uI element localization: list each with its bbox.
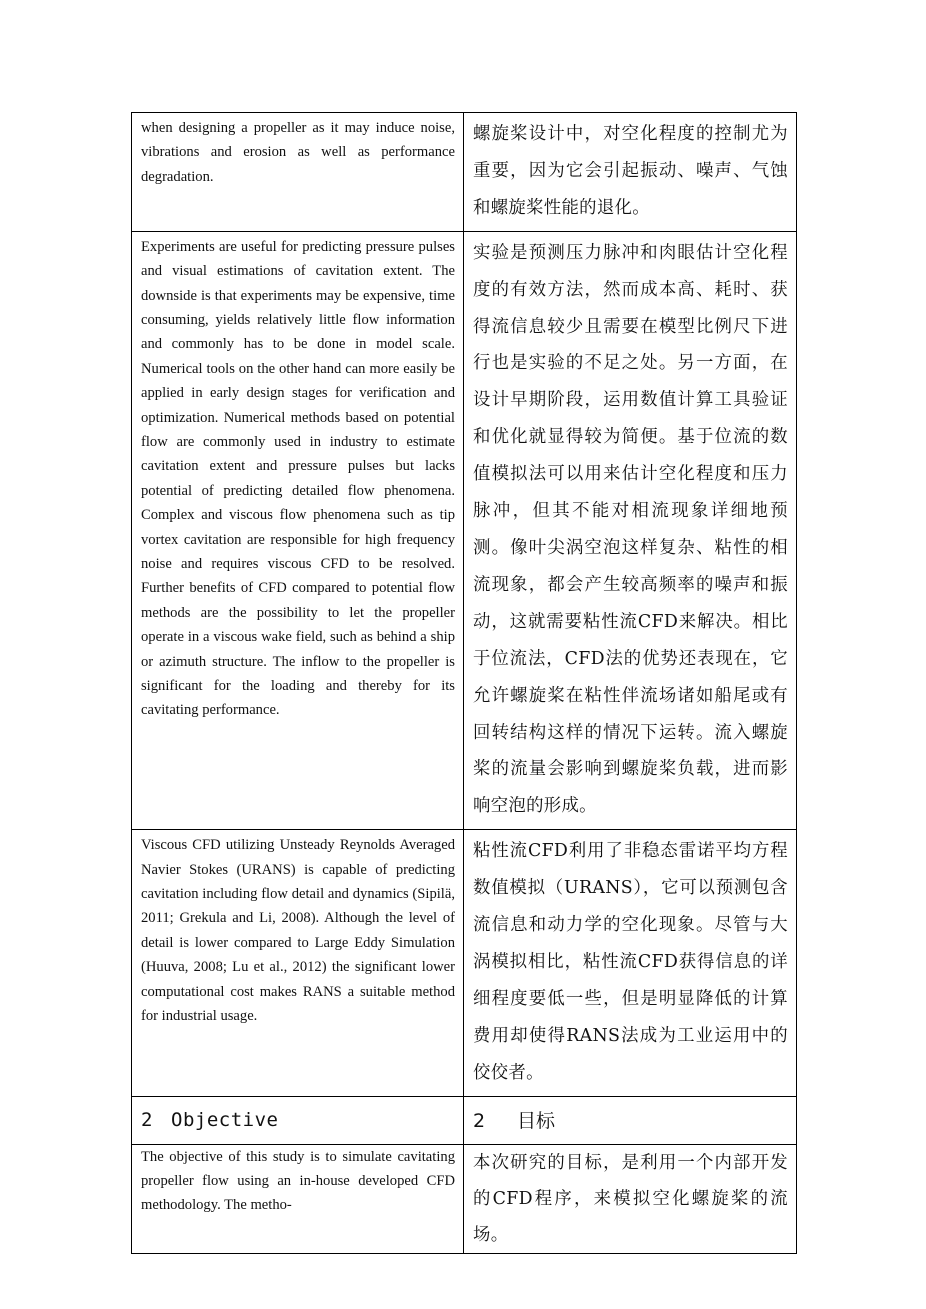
chinese-paragraph: 粘性流CFD利用了非稳态雷诺平均方程数值模拟（URANS），它可以预测包含流信息和动力学的空化现象。尽管与大涡模拟相比，粘性流CFD获得信息的详细程度要低一些，但是明显降低的计算费用却使得RANS法成为工业运用中的佼佼者。 <box>464 830 797 1096</box>
section-title-english: Objective <box>171 1108 279 1131</box>
section-number: 2 <box>141 1108 153 1131</box>
english-paragraph: Experiments are useful for predicting pressure pulses and visual estimations of cavitation extent. The downside is that experiments may be expensive, time consuming, yields relatively little flow information and commonly has to be done in model scale. Numerical tools on the other hand can more easily be applied in early design stages for verification and optimization. Numerical methods based on potential flow are commonly used in industry to estimate cavitation extent and pressure pulses but lacks potential of predicting detailed flow phenomena. Complex and viscous flow phenomena such as tip vortex cavitation are responsible for high frequency noise and requires viscous CFD to be resolved. Further benefits of CFD compared to potential flow methods are the possibility to let the propeller operate in a viscous wake field, such as behind a ship or azimuth structure. The inflow to the propeller is significant for the loading and thereby for its cavitating performance. <box>132 231 464 830</box>
chinese-paragraph: 实验是预测压力脉冲和肉眼估计空化程度的有效方法，然而成本高、耗时、获得流信息较少且需要在模型比例尺下进行也是实验的不足之处。另一方面，在设计早期阶段，运用数值计算工具验证和优化就显得较为简便。基于位流的数值模拟法可以用来估计空化程度和压力脉冲，但其不能对相流现象详细地预测。像叶尖涡空泡这样复杂、粘性的相流现象，都会产生较高频率的噪声和振动，这就需要粘性流CFD来解决。相比于位流法，CFD法的优势还表现在，它允许螺旋桨在粘性伴流场诸如船尾或有回转结构这样的情况下运转。流入螺旋桨的流量会影响到螺旋桨负载，进而影响空泡的形成。 <box>464 231 797 830</box>
chinese-paragraph: 本次研究的目标，是利用一个内部开发的CFD程序，来模拟空化螺旋桨的流场。 <box>464 1144 797 1253</box>
section-heading-row <box>132 1096 797 1144</box>
table-row <box>132 231 797 830</box>
section-title-chinese: 目标 <box>517 1110 556 1133</box>
english-paragraph: when designing a propeller as it may induce noise, vibrations and erosion as well as performance degradation. <box>132 113 464 232</box>
table-row <box>132 1144 797 1253</box>
section-heading-chinese <box>464 1096 797 1144</box>
table-row <box>132 830 797 1096</box>
section-heading-english <box>132 1096 464 1144</box>
table-row <box>132 113 797 232</box>
section-number: 2 <box>473 1110 486 1133</box>
english-paragraph-text: The objective of this study is to simulate cavitating propeller flow using an in-house developed CFD methodology. The metho- <box>141 1148 455 1214</box>
bilingual-translation-table <box>131 112 797 1254</box>
english-paragraph: Viscous CFD utilizing Unsteady Reynolds Averaged Navier Stokes (URANS) is capable of predicting cavitation including flow detail and dynamics (Sipilä, 2011; Grekula and Li, 2008). Although the level of detail is lower compared to Large Eddy Simulation (Huuva, 2008; Lu et al., 2012) the significant lower computational cost makes RANS a suitable method for industrial usage. <box>132 830 464 1096</box>
chinese-paragraph: 螺旋桨设计中，对空化程度的控制尤为重要，因为它会引起振动、噪声、气蚀和螺旋桨性能的退化。 <box>464 113 797 232</box>
english-paragraph <box>132 1144 464 1253</box>
